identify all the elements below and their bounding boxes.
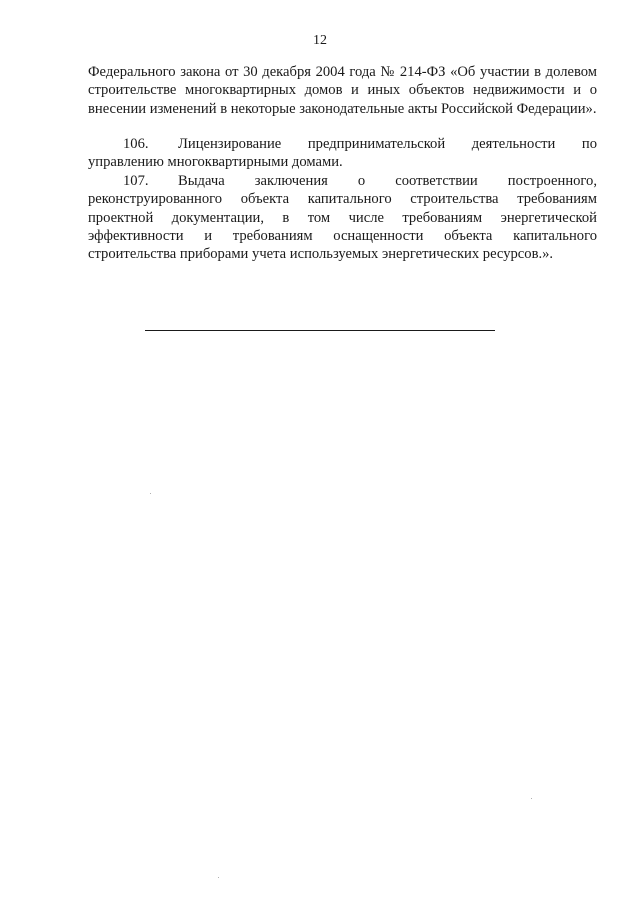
paragraph-107 bbox=[88, 172, 597, 263]
paragraph-number: 106. bbox=[123, 136, 149, 152]
paragraph-106 bbox=[88, 135, 597, 172]
scan-speck bbox=[150, 493, 151, 494]
scan-speck bbox=[218, 877, 219, 878]
paragraph-text: Выдача заключения о соответствии построенного, реконструированного объекта капитального строительства требованиям проектной документации, в том числе требованиям энергетической эффективности и требованиям оснащенности объекта капитального строительства приборами учета используемых энергетических ресурсов.». bbox=[88, 173, 597, 263]
paragraph-continuation bbox=[88, 63, 597, 118]
page-number: 12 bbox=[313, 33, 327, 48]
paragraph-text: Лицензирование предпринимательской деятельности по управлению многоквартирными домами. bbox=[88, 136, 597, 171]
paragraph-number: 107. bbox=[123, 173, 149, 189]
scan-speck bbox=[531, 798, 532, 799]
paragraph-text: Федерального закона от 30 декабря 2004 года № 214-ФЗ «Об участии в долевом строительстве многоквартирных домов и иных объектов недвижимости и о внесении изменений в некоторые законодательные акты Российской Федерации». bbox=[88, 64, 597, 117]
end-divider-line bbox=[145, 330, 495, 331]
